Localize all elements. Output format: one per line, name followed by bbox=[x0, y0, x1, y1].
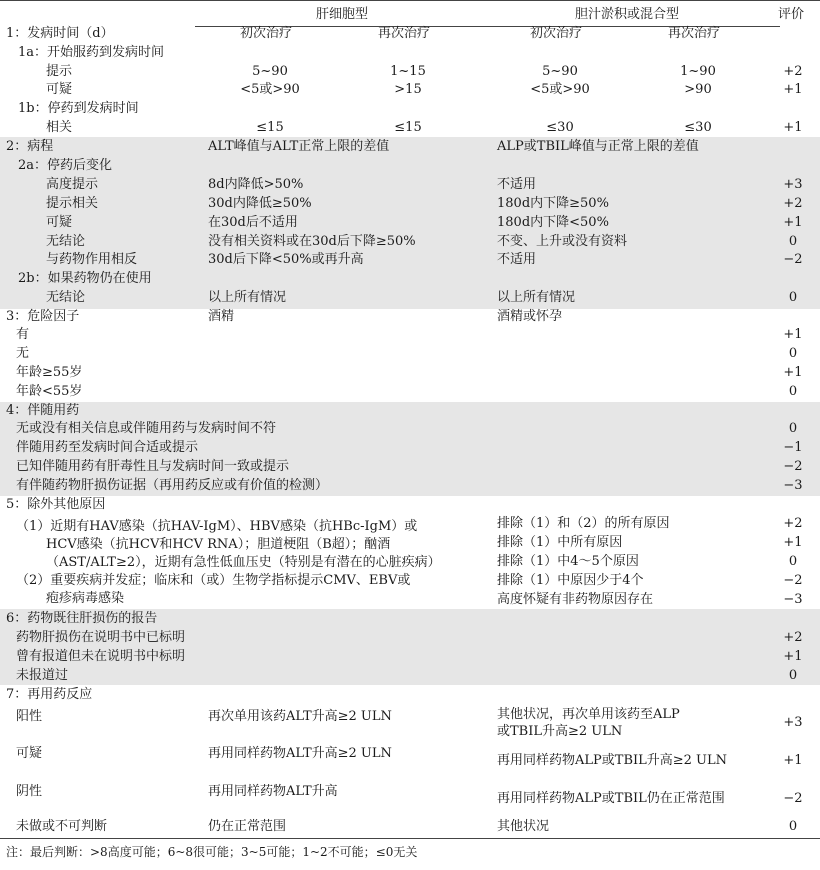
cell-hep: 再用同样药物ALT升高 bbox=[208, 784, 338, 799]
score: +1 bbox=[783, 753, 803, 768]
row-label: 有 bbox=[16, 327, 30, 342]
cell-hep: 以上所有情况 bbox=[208, 290, 287, 305]
score: 0 bbox=[788, 234, 798, 249]
score: 0 bbox=[788, 384, 798, 399]
score: +1 bbox=[783, 535, 803, 550]
score: +2 bbox=[783, 64, 803, 79]
cell-value: ≤30 bbox=[684, 120, 712, 135]
row-label: 可疑 bbox=[16, 746, 43, 761]
section-5-text-line: （1）近期有HAV感染（抗HAV-IgM）、HBV感染（抗HBc-IgM）或 bbox=[16, 519, 418, 534]
section-2-title: 2：病程 bbox=[6, 139, 54, 154]
score: −3 bbox=[783, 592, 803, 607]
cell-value: >90 bbox=[684, 82, 712, 97]
section-1a-title: 1a：开始服药到发病时间 bbox=[18, 45, 165, 60]
score: 0 bbox=[788, 668, 798, 683]
header-repeat-hep: 再次治疗 bbox=[378, 26, 431, 41]
row-label: 高度怀疑有非药物原因存在 bbox=[497, 592, 654, 607]
header-initial-hep: 初次治疗 bbox=[240, 26, 293, 41]
row-label: 提示 bbox=[46, 64, 73, 79]
cell-hep: 8d内降低>50% bbox=[208, 177, 304, 192]
header-top-rule bbox=[0, 0, 820, 1]
score: −2 bbox=[783, 573, 803, 588]
section-1-title: 1：发病时间（d） bbox=[6, 26, 114, 41]
cell-value: 5~90 bbox=[542, 64, 578, 79]
cell-value: 1~15 bbox=[390, 64, 426, 79]
row-label: 高度提示 bbox=[46, 177, 99, 192]
section-2b-title: 2b：如果药物仍在使用 bbox=[18, 271, 152, 286]
cell-hep: 再用同样药物ALT升高≥2 ULN bbox=[208, 746, 392, 761]
header-score: 评价 bbox=[778, 7, 805, 22]
bottom-rule bbox=[0, 838, 820, 839]
section-5-title: 5：除外其他原因 bbox=[6, 497, 106, 512]
row-label: 相关 bbox=[46, 120, 73, 135]
row-label: 年龄<55岁 bbox=[16, 384, 83, 399]
cell-chol: 其他状况 bbox=[497, 819, 550, 834]
score: +1 bbox=[783, 82, 803, 97]
header-initial-chol: 初次治疗 bbox=[530, 26, 583, 41]
row-label: 可疑 bbox=[46, 215, 73, 230]
score: −2 bbox=[783, 459, 803, 474]
section-5-text-line: （2）重要疾病并发症；临床和（或）生物学指标提示CMV、EBV或 bbox=[16, 573, 411, 588]
section-5-text-line: （AST/ALT≥2），近期有急性低血压史（特别是有潜在的心脏疾病） bbox=[46, 555, 441, 570]
section-2-chol-header: ALP或TBIL峰值与正常上限的差值 bbox=[497, 139, 699, 154]
cell-hep: 30d后下降<50%或再升高 bbox=[208, 252, 364, 267]
row-label: 无 bbox=[16, 346, 30, 361]
cell-chol: 不适用 bbox=[497, 252, 537, 267]
row-label: 阳性 bbox=[16, 709, 43, 724]
score: +3 bbox=[783, 177, 803, 192]
row-label: 排除（1）和（2）的所有原因 bbox=[497, 516, 670, 531]
header-repeat-chol: 再次治疗 bbox=[668, 26, 721, 41]
cell-value: ≤15 bbox=[256, 120, 284, 135]
row-label: 排除（1）中所有原因 bbox=[497, 535, 623, 550]
row-label: 无结论 bbox=[46, 290, 86, 305]
score: −3 bbox=[783, 478, 803, 493]
row-label: 可疑 bbox=[46, 82, 73, 97]
cell-value: <5或>90 bbox=[530, 82, 590, 97]
score: +2 bbox=[783, 516, 803, 531]
score: +1 bbox=[783, 327, 803, 342]
cell-value: ≤30 bbox=[546, 120, 574, 135]
score: −2 bbox=[783, 252, 803, 267]
section-2a-title: 2a：停药后变化 bbox=[18, 158, 113, 173]
section-3-title: 3：危险因子 bbox=[6, 309, 80, 324]
score: +2 bbox=[783, 630, 803, 645]
cell-value: <5或>90 bbox=[240, 82, 300, 97]
header-cholestatic: 胆汁淤积或混合型 bbox=[575, 7, 680, 22]
cell-hep: 在30d后不适用 bbox=[208, 215, 298, 230]
row-label: 年龄≥55岁 bbox=[16, 365, 83, 380]
cell-chol-cont: 或TBIL升高≥2 ULN bbox=[497, 724, 623, 739]
row-label: 药物肝损伤在说明书中已标明 bbox=[16, 630, 186, 645]
cell-value: 5~90 bbox=[252, 64, 288, 79]
row-label: 阴性 bbox=[16, 784, 43, 799]
score: +3 bbox=[783, 715, 803, 730]
row-label: 与药物作用相反 bbox=[46, 252, 138, 267]
score: +2 bbox=[783, 196, 803, 211]
score: +1 bbox=[783, 365, 803, 380]
row-label: 排除（1）中4～5个原因 bbox=[497, 554, 639, 569]
cell-chol: 180d内下降<50% bbox=[497, 215, 609, 230]
cell-value: >15 bbox=[394, 82, 422, 97]
cell-chol: 不适用 bbox=[497, 177, 537, 192]
row-label: 无结论 bbox=[46, 234, 86, 249]
score: 0 bbox=[788, 819, 798, 834]
header-hepatocellular: 肝细胞型 bbox=[316, 7, 369, 22]
section-3-chol: 酒精或怀孕 bbox=[497, 309, 563, 324]
cell-chol: 再用同样药物ALP或TBIL升高≥2 ULN bbox=[497, 753, 728, 768]
cell-chol: 其他状况，再次单用该药至ALP bbox=[497, 707, 680, 722]
section-3-hep: 酒精 bbox=[208, 309, 235, 324]
cell-hep: 仍在正常范围 bbox=[208, 819, 287, 834]
cell-chol: 不变、上升或没有资料 bbox=[497, 234, 628, 249]
score: 0 bbox=[788, 346, 798, 361]
footnote: 注：最后判断：>8高度可能；6~8很可能；3~5可能；1~2不可能；≤0无关 bbox=[6, 845, 418, 859]
cell-value: 1~90 bbox=[680, 64, 716, 79]
section-2-hep-header: ALT峰值与ALT正常上限的差值 bbox=[208, 139, 390, 154]
cell-hep: 30d内降低≥50% bbox=[208, 196, 312, 211]
cell-chol: 180d内下降≥50% bbox=[497, 196, 609, 211]
cell-hep: 再次单用该药ALT升高≥2 ULN bbox=[208, 709, 392, 724]
score: 0 bbox=[788, 554, 798, 569]
section-1b-title: 1b：停药到发病时间 bbox=[18, 101, 139, 116]
score: +1 bbox=[783, 120, 803, 135]
row-label: 未报道过 bbox=[16, 668, 69, 683]
section-4-title: 4：伴随用药 bbox=[6, 403, 80, 418]
row-label: 已知伴随用药有肝毒性且与发病时间一致或提示 bbox=[16, 459, 290, 474]
row-label: 有伴随药物肝损伤证据（再用药反应或有价值的检测） bbox=[16, 478, 329, 493]
cell-hep: 没有相关资料或在30d后下降≥50% bbox=[208, 234, 416, 249]
row-label: 无或没有相关信息或伴随用药与发病时间不符 bbox=[16, 421, 277, 436]
section-7-title: 7：再用药反应 bbox=[6, 687, 93, 702]
score: −1 bbox=[783, 440, 803, 455]
score: 0 bbox=[788, 421, 798, 436]
section-5-text-line: HCV感染（抗HCV和HCV RNA）；胆道梗阻（B超）；酗酒 bbox=[46, 537, 391, 552]
cell-chol: 以上所有情况 bbox=[497, 290, 576, 305]
row-label: 提示相关 bbox=[46, 196, 99, 211]
row-label: 曾有报道但未在说明书中标明 bbox=[16, 649, 186, 664]
score: +1 bbox=[783, 649, 803, 664]
section-6-title: 6：药物既往肝损伤的报告 bbox=[6, 611, 158, 626]
section-5-text-line: 疱疹病毒感染 bbox=[46, 591, 125, 606]
row-label: 伴随用药至发病时间合适或提示 bbox=[16, 440, 199, 455]
score: 0 bbox=[788, 290, 798, 305]
score: −2 bbox=[783, 791, 803, 806]
cell-value: ≤15 bbox=[394, 120, 422, 135]
row-label: 排除（1）中原因少于4个 bbox=[497, 573, 644, 588]
row-label: 未做或不可判断 bbox=[16, 819, 108, 834]
cell-chol: 再用同样药物ALP或TBIL仍在正常范围 bbox=[497, 791, 725, 806]
score: +1 bbox=[783, 215, 803, 230]
